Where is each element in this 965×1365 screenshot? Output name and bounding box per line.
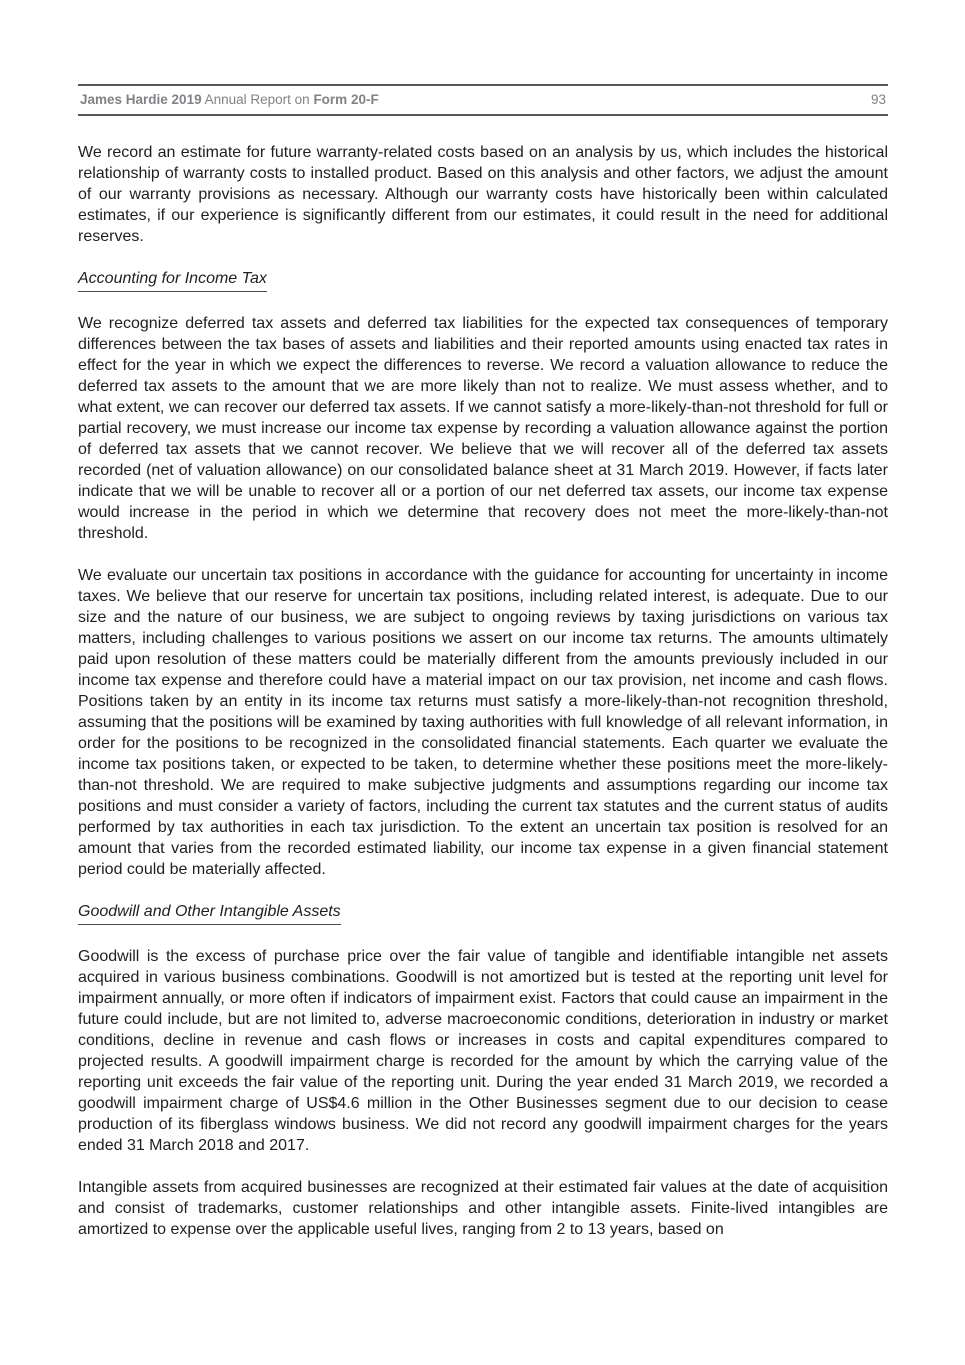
heading-accounting-for-income-tax (78, 268, 888, 292)
paragraph-uncertain-tax-positions: We evaluate our uncertain tax positions in accordance with the guidance for accounting for uncertainty in income taxes. We believe that our reserve for uncertain tax positions, including related interest, is adequate. Due to our size and the nature of our business, we are subject to ongoing reviews by taxing jurisdictions on various tax matters, including challenges to various positions we assert on our income tax returns. The amounts ultimately paid upon resolution of these matters could be materially different from the amounts previously included in our income tax expense and therefore could have a material impact on our tax provision, net income and cash flows. Positions taken by an entity in its income tax returns must satisfy a more-likely-than-not recognition threshold, assuming that the positions will be examined by taxing authorities with full knowledge of all relevant information, in order for the positions to be recognized in the consolidated financial statements. Each quarter we evaluate the income tax positions taken, or expected to be taken, to determine whether these positions meet the more-likely-than-not threshold. We are required to make subjective judgments and assumptions regarding our income tax positions and must consider a variety of factors, including the current tax statutes and the current status of audits performed by tax authorities in each tax jurisdiction. To the extent an uncertain tax position is resolved for an amount that varies from the recorded estimated liability, our income tax expense in a given financial statement period could be materially affected. (78, 567, 888, 878)
paragraph-warranty: We record an estimate for future warranty-related costs based on an analysis by us, which includes the historical relationship of warranty costs to installed product. Based on this analysis and other factors, we adjust the amount of our warranty provisions as necessary. Although our warranty costs have historically been within calculated estimates, if our experience is significantly different from our estimates, it could result in the need for additional reserves. (78, 144, 888, 245)
paragraph-deferred-tax: We recognize deferred tax assets and deferred tax liabilities for the expected tax consequences of temporary differences between the tax bases of assets and liabilities and their reported amounts using enacted tax rates in effect for the year in which we expect the differences to reverse. We record a valuation allowance to reduce the deferred tax assets to the amount that we are more likely than not to realize. We must assess whether, and to what extent, we can recover our deferred tax assets. If we cannot satisfy a more-likely-than-not threshold for full or partial recovery, we must increase our income tax expense by recording a valuation allowance against the portion of deferred tax assets that we cannot recover. We believe that we will recover all of the deferred tax assets recorded (net of valuation allowance) on our consolidated balance sheet at 31 March 2019. However, if facts later indicate that we will be unable to recover all or a portion of our net deferred tax assets, our income tax expense would increase in the period in which we determine that recovery does not meet the more-likely-than-not threshold. (78, 315, 888, 542)
heading-accounting-for-income-tax-text: Accounting for Income Tax (78, 268, 267, 292)
page-number: 93 (870, 92, 886, 107)
report-title-middle: Annual Report on (201, 92, 314, 107)
report-title-brand: James Hardie 2019 (80, 92, 202, 107)
paragraph-intangible-assets: Intangible assets from acquired businesses are recognized at their estimated fair values at the date of acquisition and consist of trademarks, customer relationships and other intangible assets. Finite-lived intangibles are amortized to expense over the applicable useful lives, ranging from 2 to 13 years, based on (78, 1179, 888, 1238)
document-body (78, 142, 888, 1240)
heading-goodwill-text: Goodwill and Other Intangible Assets (78, 901, 341, 925)
heading-goodwill-and-other-intangible-assets (78, 901, 888, 925)
page-header (78, 84, 888, 116)
paragraph-goodwill-impairment: Goodwill is the excess of purchase price over the fair value of tangible and identifiable intangible net assets acquired in various business combinations. Goodwill is not amortized but is tested at the reporting unit level for impairment annually, or more often if indicators of impairment exist. Factors that could cause an impairment in the future could include, but are not limited to, adverse macroeconomic conditions, deterioration in industry or market conditions, decline in revenue and cash flows or increases in costs and capital expenditures compared to projected results. A goodwill impairment charge is recorded for the amount by which the carrying value of the reporting unit exceeds the fair value of the reporting unit. During the year ended 31 March 2019, we recorded a goodwill impairment charge of US$4.6 million in the Other Businesses segment due to our decision to cease production of its fiberglass windows business. We did not record any goodwill impairment charges for the years ended 31 March 2018 and 2017. (78, 948, 888, 1154)
report-title (80, 92, 379, 107)
report-title-form: Form 20-F (313, 92, 379, 107)
